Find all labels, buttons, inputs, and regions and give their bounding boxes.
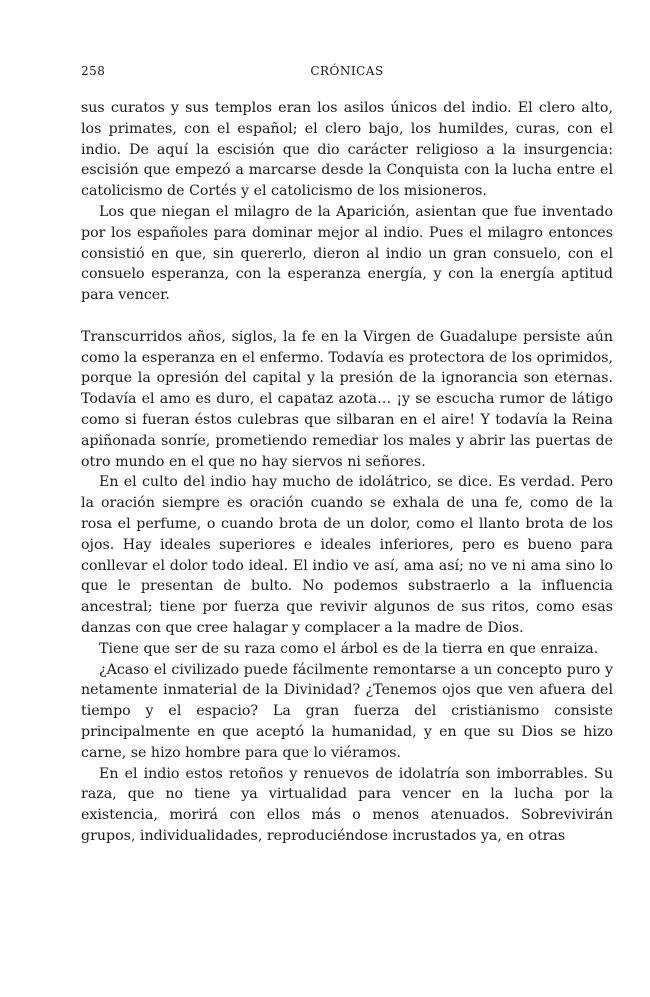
paragraph: Transcurridos años, siglos, la fe en la Virgen de Guadalupe persiste aún como la esperanza en el enfermo. Todavía es protectora de los oprimidos, porque la opresión del capital y la presión de la ignorancia son eternas. Todavía el amo es duro, el capataz azota… ¡y se escucha rumor de látigo como si fueran éstos culebras que silbaran en el aire! Y todavía la Reina apiñonada sonríe, prometiendo remediar los males y abrir las puertas de otro mundo en el que no hay siervos ni señores. <box>81 328 613 470</box>
paragraph: sus curatos y sus templos eran los asilos únicos del indio. El clero alto, los primates, con el español; el clero bajo, los humildes, curas, con el indio. De aquí la escisión que dio carácter religioso a la insurgencia: escisión que empezó a marcarse desde la Conquista con la lucha entre el catolicismo de Cortés y el catolicismo de los misioneros. <box>81 100 613 200</box>
running-head <box>81 64 613 84</box>
running-title: CRÓNICAS <box>310 64 384 78</box>
paragraph: En el indio estos retoños y renuevos de idolatría son imborrables. Su raza, que no tiene ya virtualidad para vencer en la lucha por la existencia, morirá con ellos más o menos atenuados. Sobrevivirán grupos, individualidades, reproduciéndose incrustados ya, en otras <box>81 765 613 844</box>
paragraph: Tiene que ser de su raza como el árbol es de la tierra en que enraiza. <box>99 640 599 657</box>
book-page <box>81 64 613 847</box>
body-text <box>81 98 613 847</box>
paragraph: Los que niegan el milagro de la Aparición, asientan que fue inventado por los españoles para dominar mejor al indio. Pues el milagro entonces consistió en que, sin quererlo, dieron al indio un gran consuelo, con el consuelo esperanza, con la esperanza energía, y con la energía aptitud para vencer. <box>81 203 613 304</box>
paragraph: ¿Acaso el civilizado puede fácilmente remontarse a un concepto puro y netamente inmaterial de la Divinidad? ¿Tenemos ojos que ven afuera del tiempo y el espacio? La gran fuerza del cristianismo consiste principalmente en que aceptó la humanidad, y en que su Dios se hizo carne, se hizo hombre para que lo viéramos. <box>81 661 613 761</box>
paragraph: En el culto del indio hay mucho de idolátrico, se dice. Es verdad. Pero la oración siempre es oración cuando se exhala de una fe, como de la rosa el perfume, o cuando brota de un dolor, como el llanto brota de los ojos. Hay ideales superiores e ideales inferiores, pero es bueno para conllevar el dolor todo ideal. El indio ve así, ama así; no ve ni ama sino lo que le presentan de bulto. No podemos substraerlo a la influencia ancestral; tiene por fuerza que revivir algunos de sus ritos, como esas danzas con que cree halagar y complacer a la madre de Dios. <box>81 474 613 636</box>
page-number: 258 <box>81 64 106 78</box>
